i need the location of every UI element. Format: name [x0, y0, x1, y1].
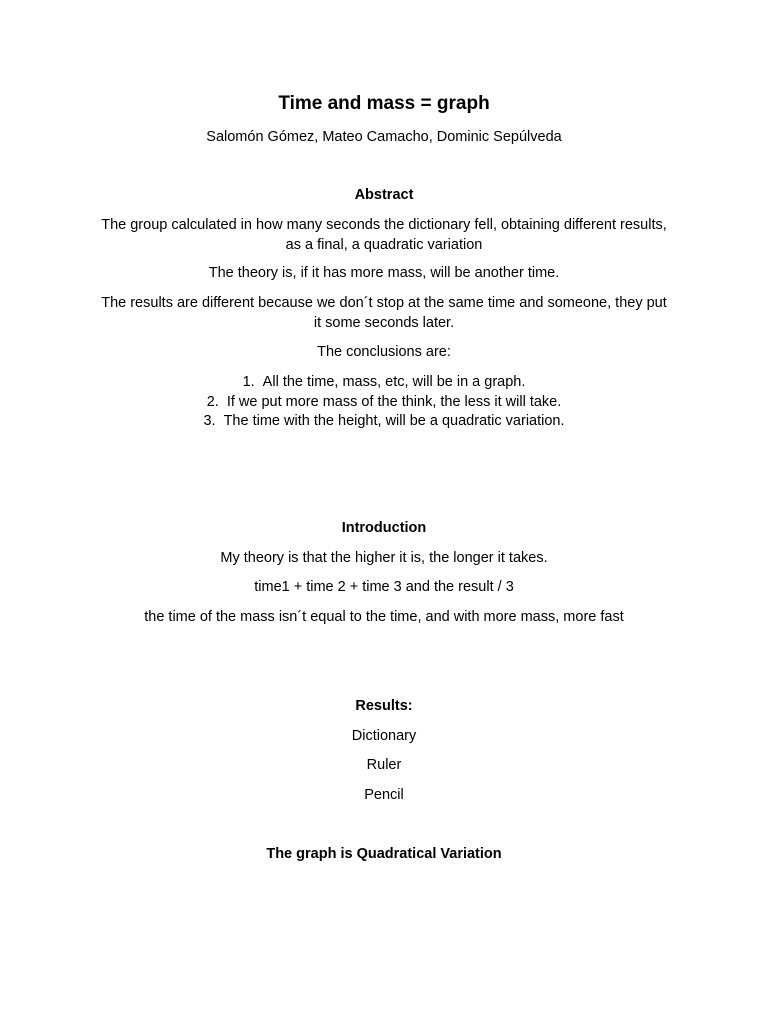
results-heading: Results:: [355, 698, 413, 714]
abstract-paragraph-1: The group calculated in how many seconds the dictionary fell, obtaining different results, as a final, a quadratic variation: [101, 217, 667, 253]
list-number: 1.: [242, 374, 255, 390]
abstract-heading: Abstract: [354, 187, 414, 203]
introduction-paragraph-1: My theory is that the higher it is, the longer it takes.: [220, 550, 548, 566]
document-title: Time and mass = graph: [278, 93, 490, 114]
abstract-paragraph-3: The results are different because we don´t stop at the same time and someone, they put it some seconds later.: [101, 295, 667, 331]
list-item: [0, 373, 768, 393]
list-item: [0, 393, 768, 413]
list-text: The time with the height, will be a quadratic variation.: [223, 413, 565, 429]
list-text: If we put more mass of the think, the less it will take.: [226, 393, 562, 410]
introduction-heading: Introduction: [341, 520, 427, 536]
list-item: [0, 412, 768, 432]
results-conclusion: The graph is Quadratical Variation: [266, 846, 502, 862]
introduction-paragraph-2: time1 + time 2 + time 3 and the result / 3: [254, 579, 514, 595]
results-item-ruler: Ruler: [366, 757, 402, 773]
introduction-paragraph-3: the time of the mass isn´t equal to the time, and with more mass, more fast: [144, 609, 624, 625]
results-item-pencil: Pencil: [364, 787, 404, 803]
list-number: 2.: [206, 393, 219, 410]
document-authors: Salomón Gómez, Mateo Camacho, Dominic Sepúlveda: [206, 129, 562, 145]
list-text: All the time, mass, etc, will be in a graph.: [262, 374, 526, 390]
results-item-dictionary: Dictionary: [351, 728, 417, 744]
abstract-paragraph-2: The theory is, if it has more mass, will be another time.: [208, 265, 560, 281]
conclusions-list: [0, 373, 768, 432]
abstract-paragraph-4: The conclusions are:: [317, 344, 451, 360]
list-number: 3.: [203, 413, 216, 429]
